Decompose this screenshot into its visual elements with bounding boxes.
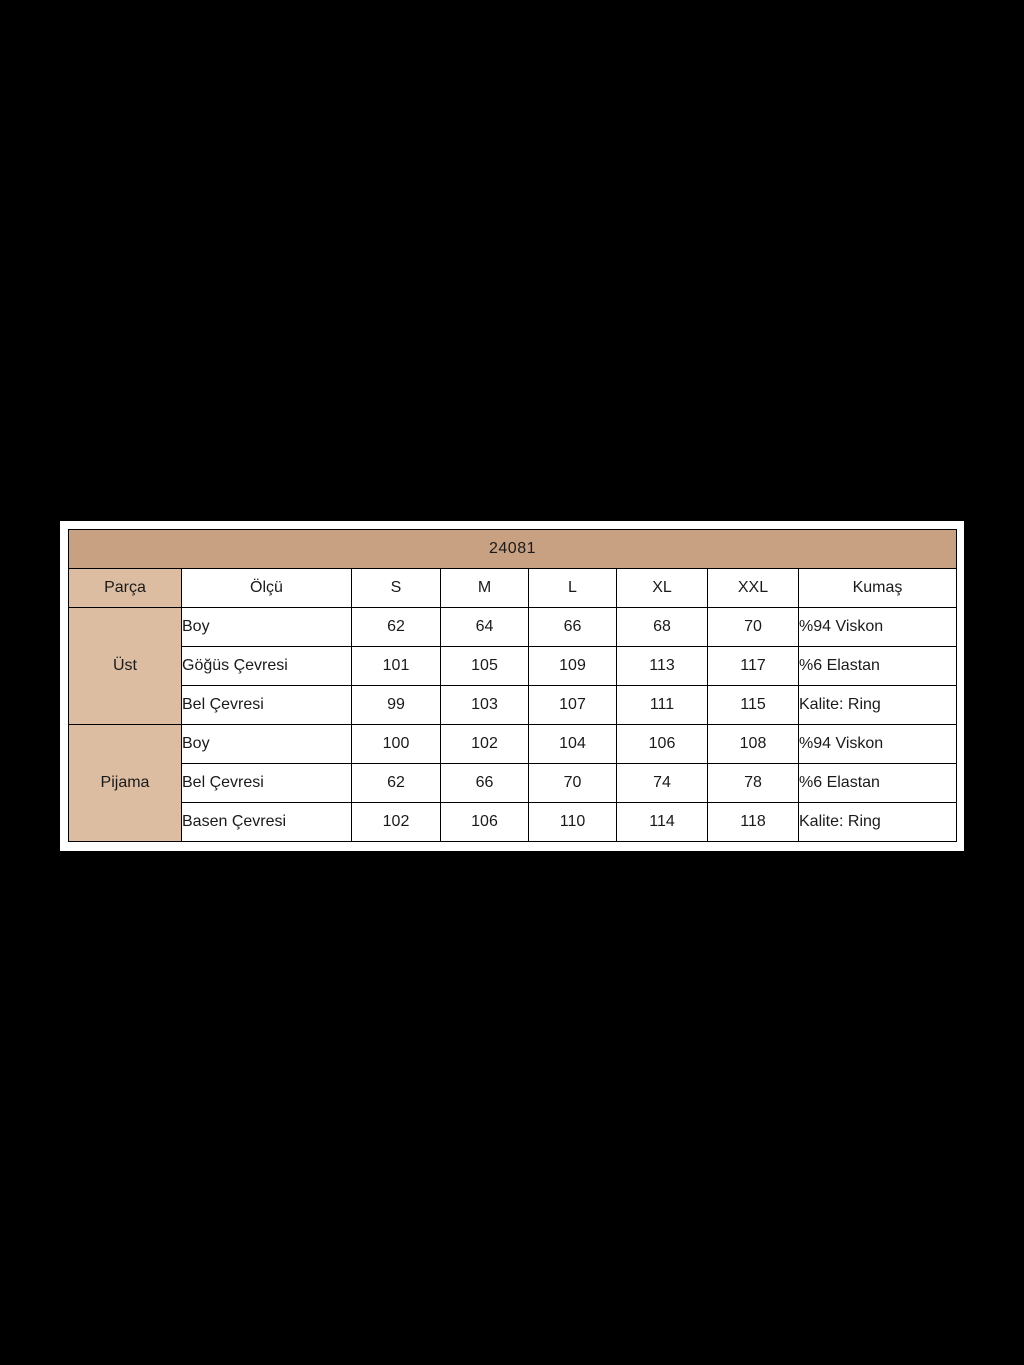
value-l: 104: [529, 725, 617, 764]
size-chart-table: [68, 529, 957, 842]
measure-name: Bel Çevresi: [182, 686, 352, 725]
table-row: [69, 686, 957, 725]
fabric-info: %6 Elastan: [799, 647, 957, 686]
table-row: [69, 803, 957, 842]
value-m: 64: [441, 608, 529, 647]
group-label-pijama: Pijama: [69, 725, 182, 842]
column-header-m: M: [441, 569, 529, 608]
value-xxl: 115: [708, 686, 799, 725]
column-header-s: S: [352, 569, 441, 608]
fabric-info: %94 Viskon: [799, 725, 957, 764]
column-header-l: L: [529, 569, 617, 608]
fabric-info: %94 Viskon: [799, 608, 957, 647]
measure-name: Basen Çevresi: [182, 803, 352, 842]
column-header-xxl: XXL: [708, 569, 799, 608]
value-xxl: 70: [708, 608, 799, 647]
value-s: 62: [352, 764, 441, 803]
value-m: 66: [441, 764, 529, 803]
fabric-info: %6 Elastan: [799, 764, 957, 803]
value-s: 100: [352, 725, 441, 764]
group-label-ust: Üst: [69, 608, 182, 725]
measure-name: Göğüs Çevresi: [182, 647, 352, 686]
measure-name: Bel Çevresi: [182, 764, 352, 803]
fabric-info: Kalite: Ring: [799, 686, 957, 725]
table-row: [69, 725, 957, 764]
column-header-olcu: Ölçü: [182, 569, 352, 608]
value-xxl: 78: [708, 764, 799, 803]
value-l: 66: [529, 608, 617, 647]
table-row: [69, 647, 957, 686]
value-s: 102: [352, 803, 441, 842]
table-header-row: [69, 569, 957, 608]
value-xl: 74: [617, 764, 708, 803]
value-l: 110: [529, 803, 617, 842]
product-code: 24081: [69, 530, 957, 569]
value-l: 109: [529, 647, 617, 686]
column-header-parca: Parça: [69, 569, 182, 608]
value-xxl: 117: [708, 647, 799, 686]
measure-name: Boy: [182, 725, 352, 764]
size-chart-card: [60, 521, 964, 851]
table-title-row: [69, 530, 957, 569]
column-header-kumas: Kumaş: [799, 569, 957, 608]
value-xxl: 108: [708, 725, 799, 764]
value-s: 99: [352, 686, 441, 725]
value-m: 105: [441, 647, 529, 686]
column-header-xl: XL: [617, 569, 708, 608]
fabric-info: Kalite: Ring: [799, 803, 957, 842]
value-m: 103: [441, 686, 529, 725]
value-xl: 68: [617, 608, 708, 647]
value-m: 106: [441, 803, 529, 842]
value-xl: 113: [617, 647, 708, 686]
value-m: 102: [441, 725, 529, 764]
value-xl: 114: [617, 803, 708, 842]
value-xl: 106: [617, 725, 708, 764]
value-l: 70: [529, 764, 617, 803]
table-row: [69, 764, 957, 803]
value-xxl: 118: [708, 803, 799, 842]
measure-name: Boy: [182, 608, 352, 647]
value-s: 101: [352, 647, 441, 686]
value-l: 107: [529, 686, 617, 725]
table-row: [69, 608, 957, 647]
value-xl: 111: [617, 686, 708, 725]
value-s: 62: [352, 608, 441, 647]
